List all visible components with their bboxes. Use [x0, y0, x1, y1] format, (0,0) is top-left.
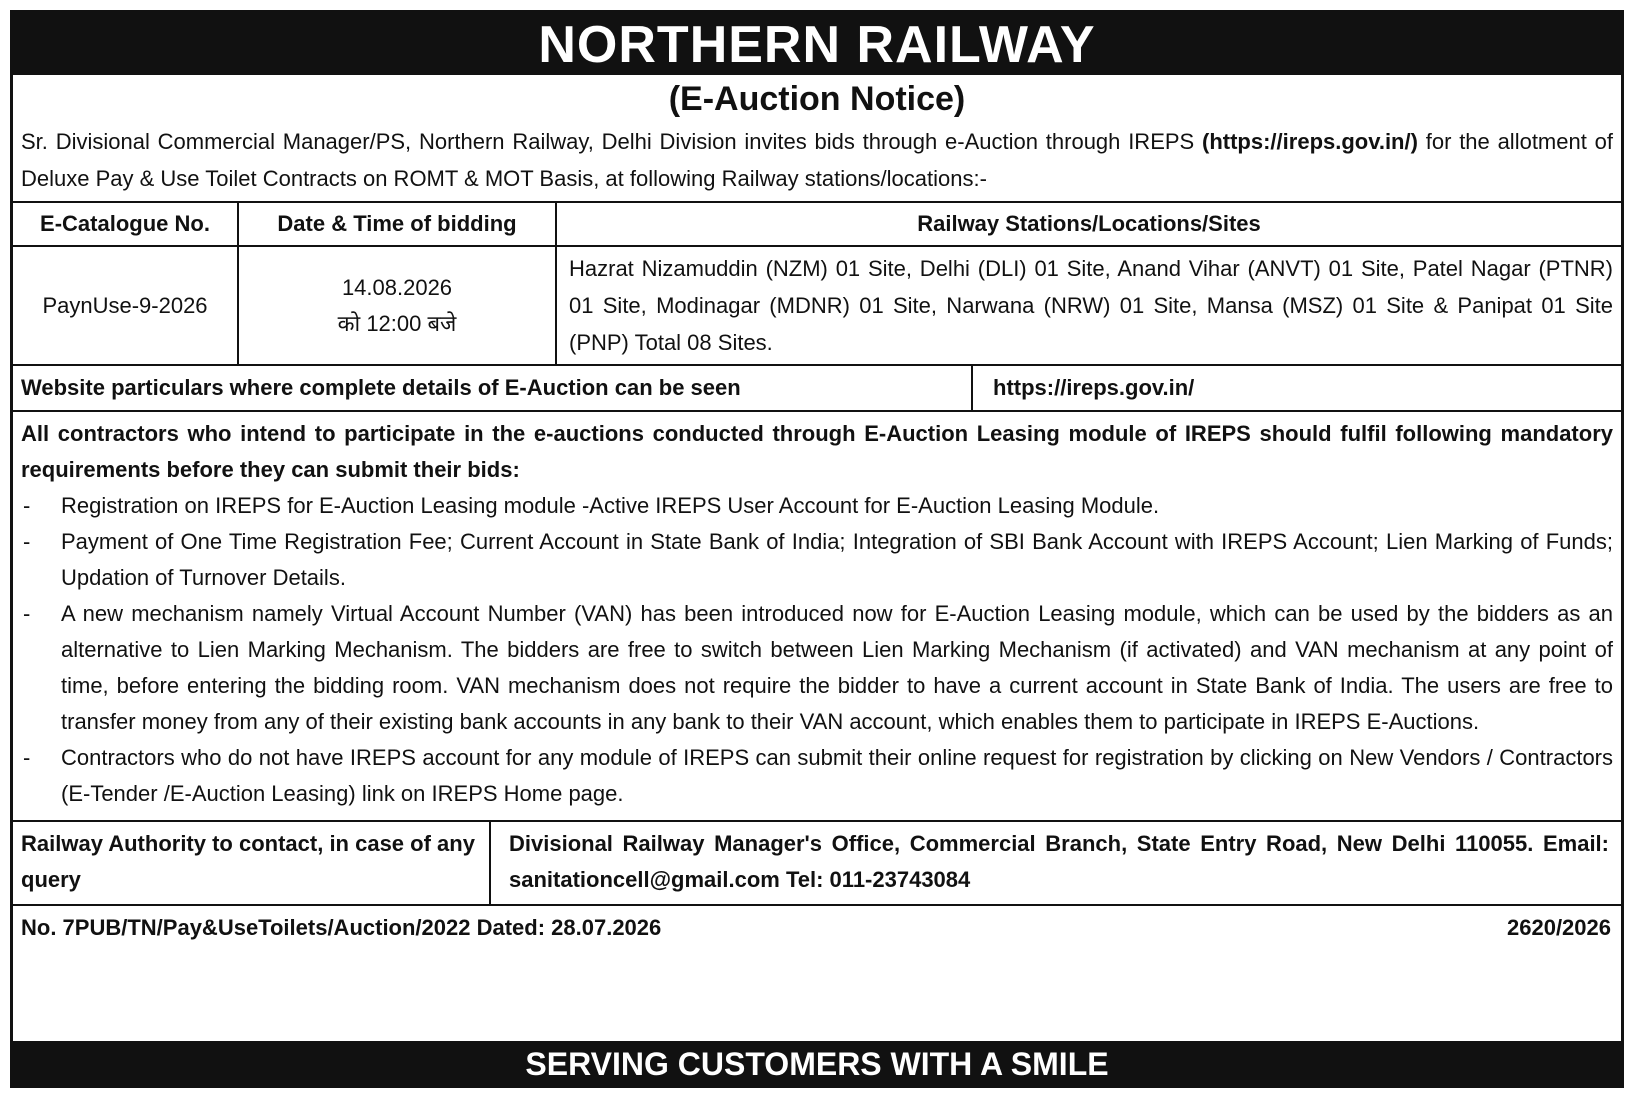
stations-cell: Hazrat Nizamuddin (NZM) 01 Site, Delhi (DLI) 01 Site, Anand Vihar (ANVT) 01 Site, Patel Nagar (PTNR) 01 Site, Modinagar (MDNR) 01 Site, Narwana (NRW) 01 Site, Mansa (MSZ) 01 Site & Panipat 01 Site (PNP) Total 08 Sites.: [556, 246, 1621, 364]
requirement-text: A new mechanism namely Virtual Account Number (VAN) has been introduced now for E-Auction Leasing module, which can be used by the bidders as an alternative to Lien Marking Mechanism. The bidders are free to switch between Lien Marking Mechanism (if activated) and VAN mechanism at any point of time, before entering the bidding room. VAN mechanism does not require the bidder to have a current account in State Bank of India. The users are free to transfer money from any of their existing bank accounts in any bank to their VAN account, which enables them to participate in IREPS E-Auctions.: [61, 601, 1613, 734]
intro-text-end: for the allotment of Deluxe Pay & Use Toilet Contracts on ROMT & MOT Basis, at following Railway stations/locations:-: [21, 129, 1613, 191]
slogan-banner: SERVING CUSTOMERS WITH A SMILE: [13, 1041, 1621, 1085]
notice-title: NORTHERN RAILWAY: [13, 13, 1621, 75]
ireps-link[interactable]: (https://ireps.gov.in/): [1202, 129, 1418, 154]
notice-type-heading: (E-Auction Notice): [668, 80, 966, 118]
contact-row: [13, 820, 1621, 904]
table-row: [13, 246, 1621, 364]
intro-text-start: Sr. Divisional Commercial Manager/PS, Northern Railway, Delhi Division invites bids through e-Auction through IREPS: [21, 129, 1195, 154]
list-bullet: -: [23, 745, 31, 770]
reference-number: No. 7PUB/TN/Pay&UseToilets/Auction/2022 Dated: 28.07.2026: [21, 915, 662, 940]
bidding-date: 14.08.2026: [341, 274, 453, 300]
col-header-date-time: Date & Time of bidding: [238, 203, 556, 246]
catalogue-header-row: [13, 203, 1621, 246]
col-header-stations: Railway Stations/Locations/Sites: [556, 203, 1621, 246]
notice-frame: [10, 10, 1624, 1088]
requirements-section: [13, 410, 1621, 820]
requirements-list: [21, 488, 1613, 812]
website-row: [13, 364, 1621, 410]
date-time-cell: [238, 246, 556, 364]
contact-label: Railway Authority to contact, in case of any query: [13, 822, 491, 904]
list-bullet: -: [23, 529, 31, 554]
catalogue-section: [13, 201, 1621, 364]
list-item: [21, 596, 1613, 740]
catalogue-no-cell: PaynUse-9-2026: [42, 292, 208, 318]
requirement-text: Payment of One Time Registration Fee; Current Account in State Bank of India; Integration of SBI Bank Account with IREPS Account; Lien Marking of Funds; Updation of Turnover Details.: [61, 529, 1613, 590]
col-header-catalogue-no: E-Catalogue No.: [13, 203, 238, 246]
requirement-text: Contractors who do not have IREPS account for any module of IREPS can submit their online request for registration by clicking on New Vendors / Contractors (E-Tender /E-Auction Leasing) link on IREPS Home page.: [61, 745, 1613, 806]
website-label: Website particulars where complete details of E-Auction can be seen: [13, 366, 973, 410]
publication-code: 2620/2026: [1507, 915, 1611, 940]
list-item: [21, 488, 1613, 524]
contact-address: Divisional Railway Manager's Office, Commercial Branch, State Entry Road, New Delhi 110055. Email: sanitationcell@gmail.com Tel: 011-23743084: [509, 831, 1609, 892]
list-item: [21, 740, 1613, 812]
intro-paragraph: [13, 123, 1621, 197]
list-bullet: -: [23, 493, 31, 518]
footer-reference-row: [13, 904, 1621, 950]
catalogue-table: [13, 203, 1621, 364]
requirements-intro: All contractors who intend to participate in the e-auctions conducted through E-Auction Leasing module of IREPS should fulfil following mandatory requirements before they can submit their bids:: [21, 421, 1613, 482]
list-bullet: -: [23, 601, 31, 626]
website-url-link[interactable]: https://ireps.gov.in/: [993, 375, 1195, 400]
list-item: [21, 524, 1613, 596]
requirement-text: Registration on IREPS for E-Auction Leasing module -Active IREPS User Account for E-Auction Leasing Module.: [61, 493, 1160, 518]
bidding-time: को 12:00 बजे: [337, 310, 457, 336]
